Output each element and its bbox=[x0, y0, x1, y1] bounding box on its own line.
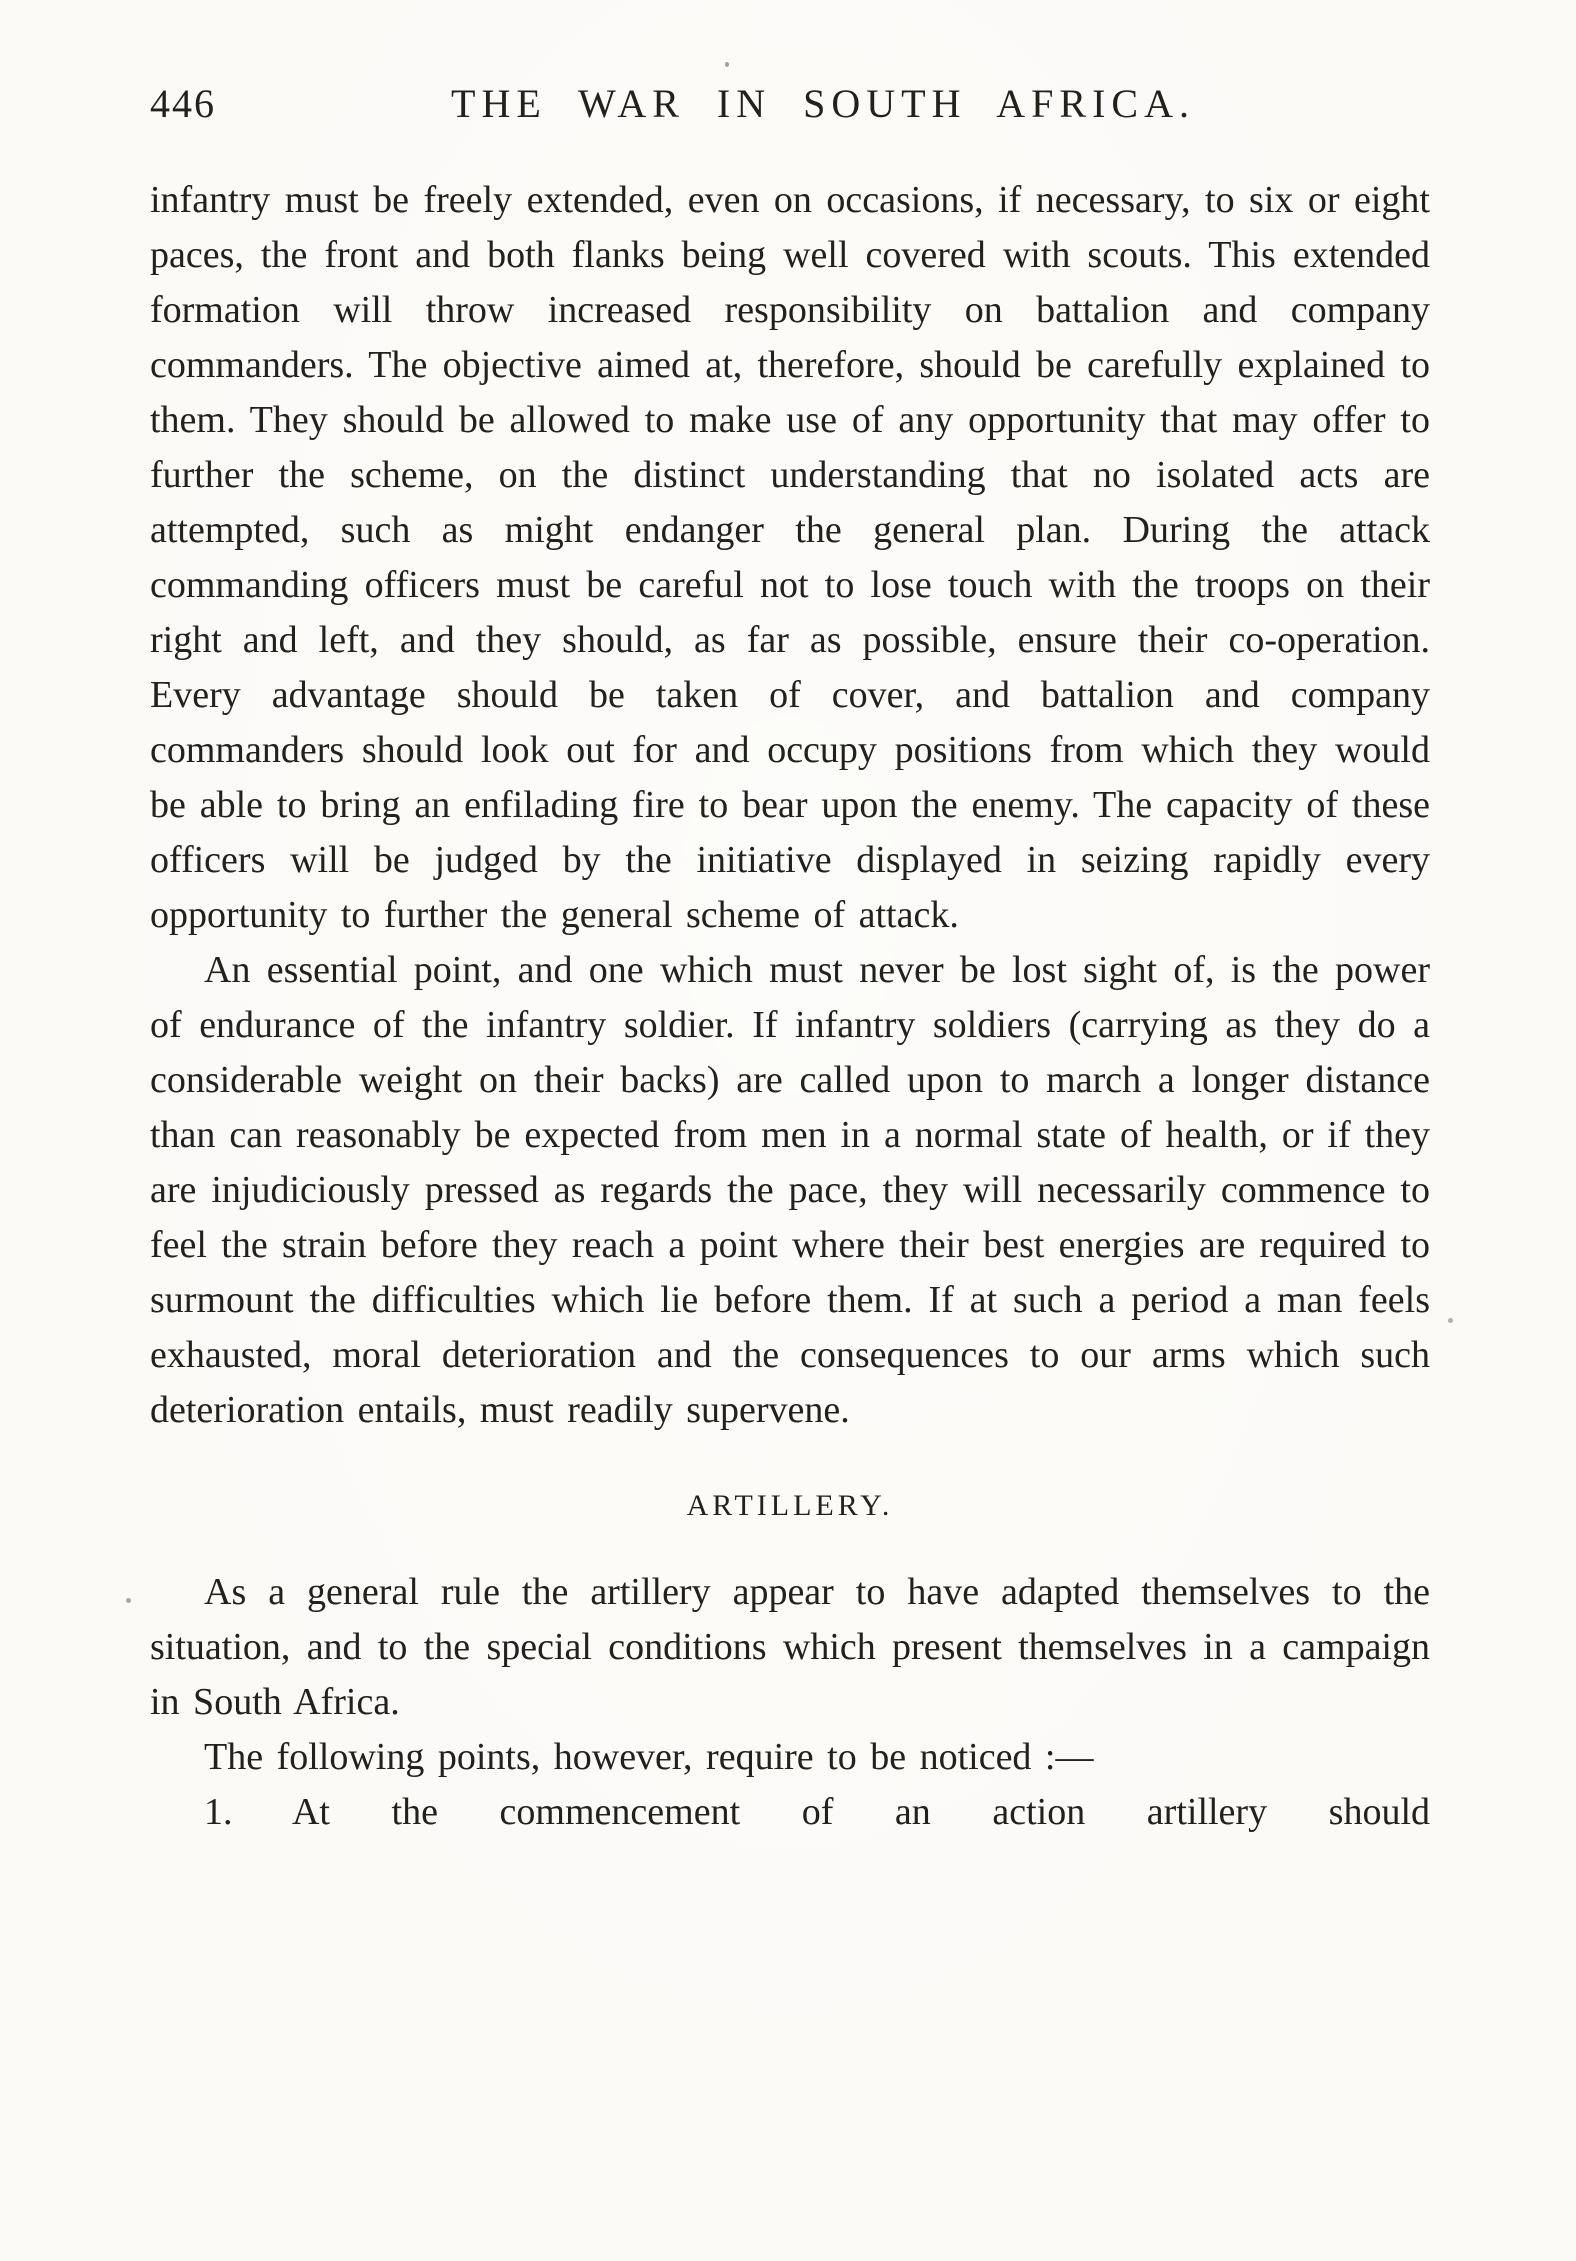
body-paragraph-points-intro: The following points, however, require to be noticed :— bbox=[204, 1736, 1094, 1778]
page-number: 446 bbox=[150, 81, 216, 126]
running-header-title: THE WAR IN SOUTH AFRICA. bbox=[451, 81, 1195, 126]
scan-artifact-dot bbox=[725, 62, 729, 67]
section-heading-artillery: ARTILLERY. bbox=[686, 1489, 894, 1522]
scan-artifact-dot bbox=[1448, 1318, 1453, 1323]
body-paragraph-infantry-continuation: infantry must be freely extended, even on occasions, if necessary, to six or eight paces, the front and both flanks being well covered with scouts. This extended formation will throw increased responsibility on battalion and company commanders. The objective aimed at, therefore, should be carefully explained to them. They should be allowed to make use of any opportunity that may offer to further the scheme, on the distinct understanding that no isolated acts are attempted, such as might endanger the general plan. During the attack commanding officers must be careful not to lose touch with the troops on their right and left, and they should, as far as possible, ensure their co-operation. Every advantage should be taken of cover, and battalion and company commanders should look out for and occupy positions from which they would be able to bring an enfilading fire to bear upon the enemy. The capacity of these officers will be judged by the initiative displayed in seizing rapidly every opportunity to further the general scheme of attack. bbox=[150, 179, 1430, 936]
body-paragraph-endurance: An essential point, and one which must never be lost sight of, is the power of endurance of the infantry soldier. If infantry soldiers (carrying as they do a considerable weight on their backs) are called upon to march a longer distance than can reasonably be expected from men in a normal state of health, or if they are injudiciously pressed as regards the pace, they will necessarily commence to feel the strain before they reach a point where their best energies are required to surmount the difficulties which lie before them. If at such a period a man feels exhausted, moral deterioration and the consequences to our arms which such deterioration entails, must readily supervene. bbox=[150, 949, 1430, 1431]
running-header bbox=[150, 80, 1430, 127]
body-paragraph-point-1: 1. At the commencement of an action artillery should bbox=[204, 1791, 1430, 1833]
body-paragraph-artillery-intro: As a general rule the artillery appear to have adapted themselves to the situation, and to the special conditions which present themselves in a campaign in South Africa. bbox=[150, 1571, 1430, 1723]
scan-artifact-dot bbox=[126, 1598, 131, 1603]
page-body bbox=[150, 173, 1430, 1840]
